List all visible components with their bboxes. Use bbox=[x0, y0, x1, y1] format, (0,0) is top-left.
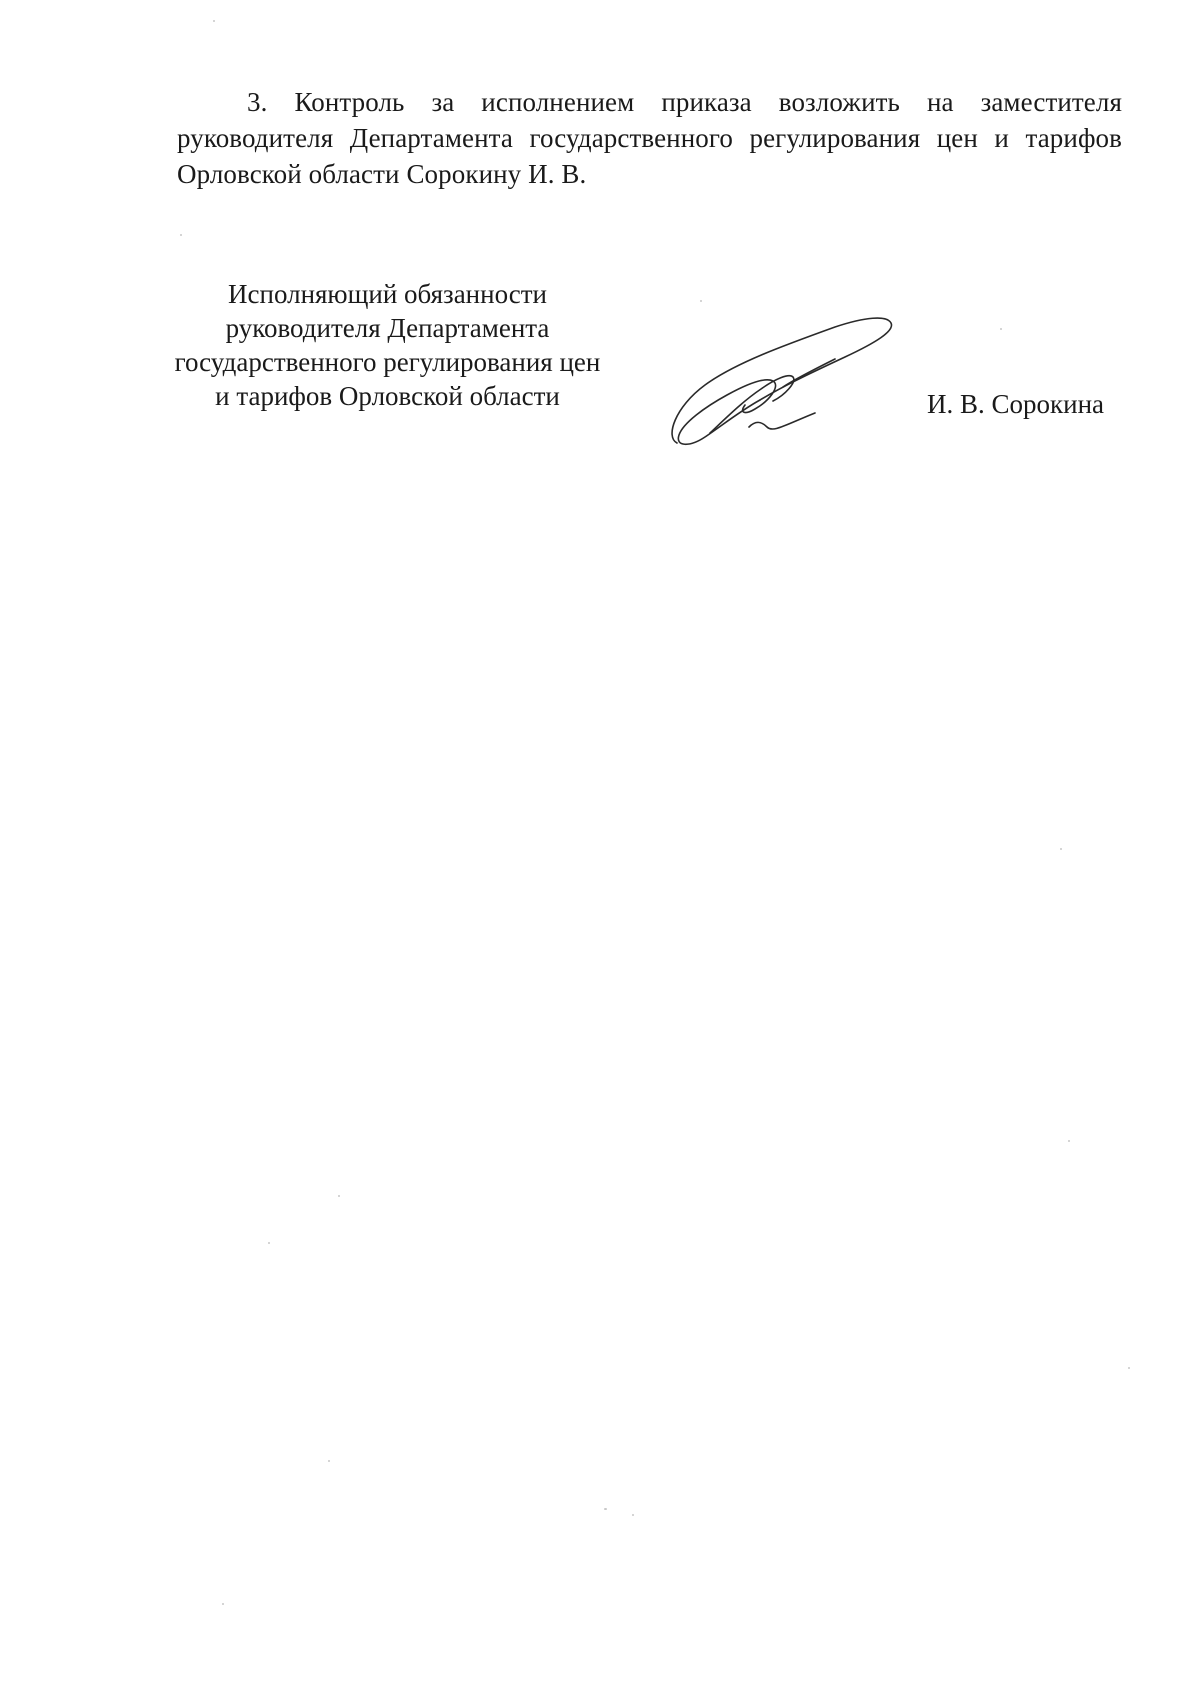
scan-speck bbox=[700, 300, 702, 302]
scan-speck bbox=[1068, 1140, 1070, 1142]
signer-position-line: Исполняющий обязанности bbox=[228, 279, 547, 309]
signer-position-line: руководителя Департамента bbox=[225, 313, 550, 343]
handwritten-signature-icon bbox=[665, 315, 905, 455]
scan-speck bbox=[180, 234, 182, 236]
scan-speck bbox=[328, 1460, 330, 1462]
signer-position-line: государственного регулирования цен bbox=[174, 347, 601, 377]
scan-speck bbox=[213, 20, 215, 22]
scan-speck bbox=[632, 1514, 634, 1516]
scan-speck bbox=[1128, 1367, 1130, 1369]
signer-position-line: и тарифов Орловской области bbox=[215, 381, 560, 411]
signer-position bbox=[150, 277, 625, 413]
signer-name: И. В. Сорокина bbox=[927, 389, 1105, 419]
order-paragraph-3: 3. Контроль за исполнением приказа возложить на заместителя руководителя Департамента государственного регулирования цен и тарифов Орловской области Сорокину И. В. bbox=[177, 87, 1122, 189]
scan-speck bbox=[222, 1603, 224, 1605]
scan-speck bbox=[338, 1195, 340, 1197]
scan-speck bbox=[268, 1242, 270, 1244]
scan-speck bbox=[1000, 328, 1002, 330]
scan-speck bbox=[1060, 848, 1062, 850]
scan-speck bbox=[604, 1508, 607, 1510]
